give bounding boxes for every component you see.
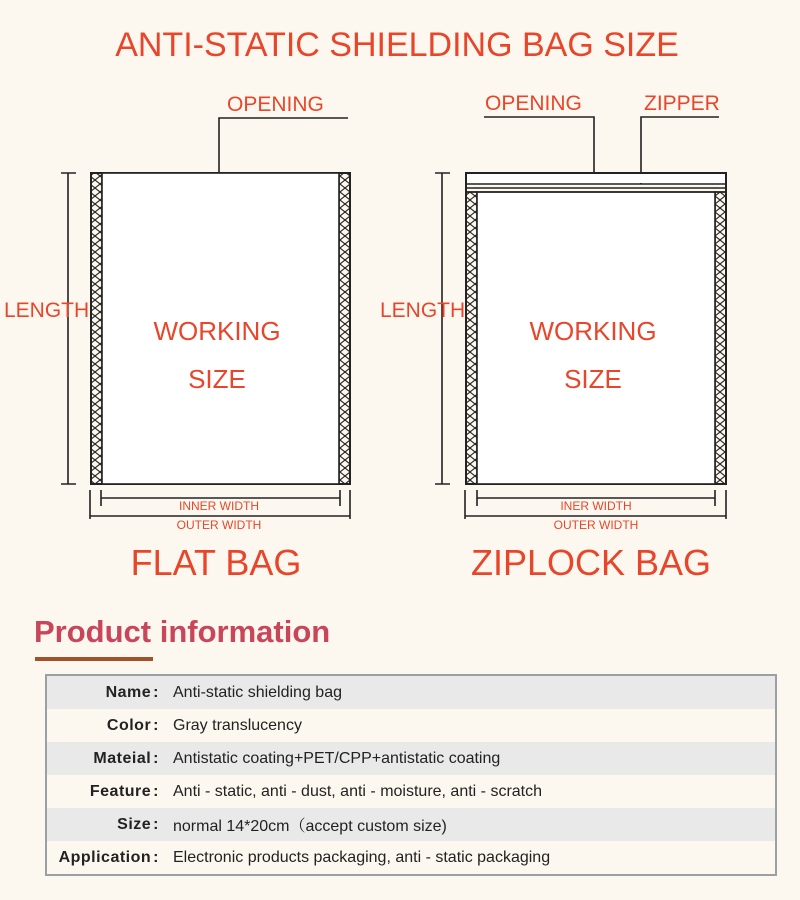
flat-working-line2: SIZE xyxy=(188,364,246,394)
ziplock-bag-diagram xyxy=(380,92,726,583)
flat-bag-name: FLAT BAG xyxy=(130,542,302,583)
zip-right-seal xyxy=(715,192,726,484)
flat-length-dimension xyxy=(61,173,76,484)
flat-right-seal xyxy=(339,173,350,484)
product-info-heading: Product information xyxy=(34,614,331,649)
row-label: Name : xyxy=(47,684,159,702)
flat-opening-label: OPENING xyxy=(227,93,324,116)
flat-outer-width-label: OUTER WIDTH xyxy=(176,518,262,532)
zip-opening-leader xyxy=(484,117,594,173)
table-row-material xyxy=(47,742,775,775)
diagram-title: ANTI-STATIC SHIELDING BAG SIZE xyxy=(115,26,679,64)
row-value: Electronic products packaging, anti - static packaging xyxy=(173,848,551,866)
zip-working-line1: WORKING xyxy=(529,316,657,346)
zip-inner-width-label: INER WIDTH xyxy=(560,499,632,513)
zip-zipper-label: ZIPPER xyxy=(644,92,720,115)
table-row-color xyxy=(47,709,775,742)
table-row-size xyxy=(47,808,775,841)
row-value: Gray translucency xyxy=(173,716,302,734)
zip-length-dimension xyxy=(435,173,450,484)
row-label: Color : xyxy=(47,717,159,735)
zip-left-seal xyxy=(466,192,477,484)
ziplock-bag-name: ZIPLOCK BAG xyxy=(470,542,712,583)
zip-opening-label: OPENING xyxy=(485,92,582,115)
flat-bag-diagram xyxy=(4,93,350,583)
row-value: Antistatic coating+PET/CPP+antistatic coating xyxy=(173,749,501,767)
row-label: Feature : xyxy=(47,783,159,801)
row-value: Anti-static shielding bag xyxy=(173,683,342,701)
table-row-application xyxy=(47,841,775,874)
row-label: Size : xyxy=(47,816,159,834)
row-label: Application : xyxy=(47,849,159,867)
heading-underline xyxy=(35,657,153,661)
row-value: normal 14*20cm（accept custom size) xyxy=(173,818,447,835)
table-row-name xyxy=(47,676,775,709)
product-info-table xyxy=(45,674,777,876)
table-row-feature xyxy=(47,775,775,808)
flat-inner-width-label: INNER WIDTH xyxy=(179,499,259,513)
zip-zipper-lines xyxy=(466,184,726,192)
zip-working-line2: SIZE xyxy=(564,364,622,394)
flat-length-label: LENGTH xyxy=(4,299,90,322)
row-label: Mateial : xyxy=(47,750,159,768)
flat-left-seal xyxy=(91,173,102,484)
zip-length-label: LENGTH xyxy=(380,299,466,322)
flat-working-line1: WORKING xyxy=(153,316,281,346)
zip-outer-width-label: OUTER WIDTH xyxy=(553,518,639,532)
row-value: Anti - static, anti - dust, anti - moisture, anti - scratch xyxy=(173,782,543,800)
flat-opening-leader xyxy=(219,118,348,173)
